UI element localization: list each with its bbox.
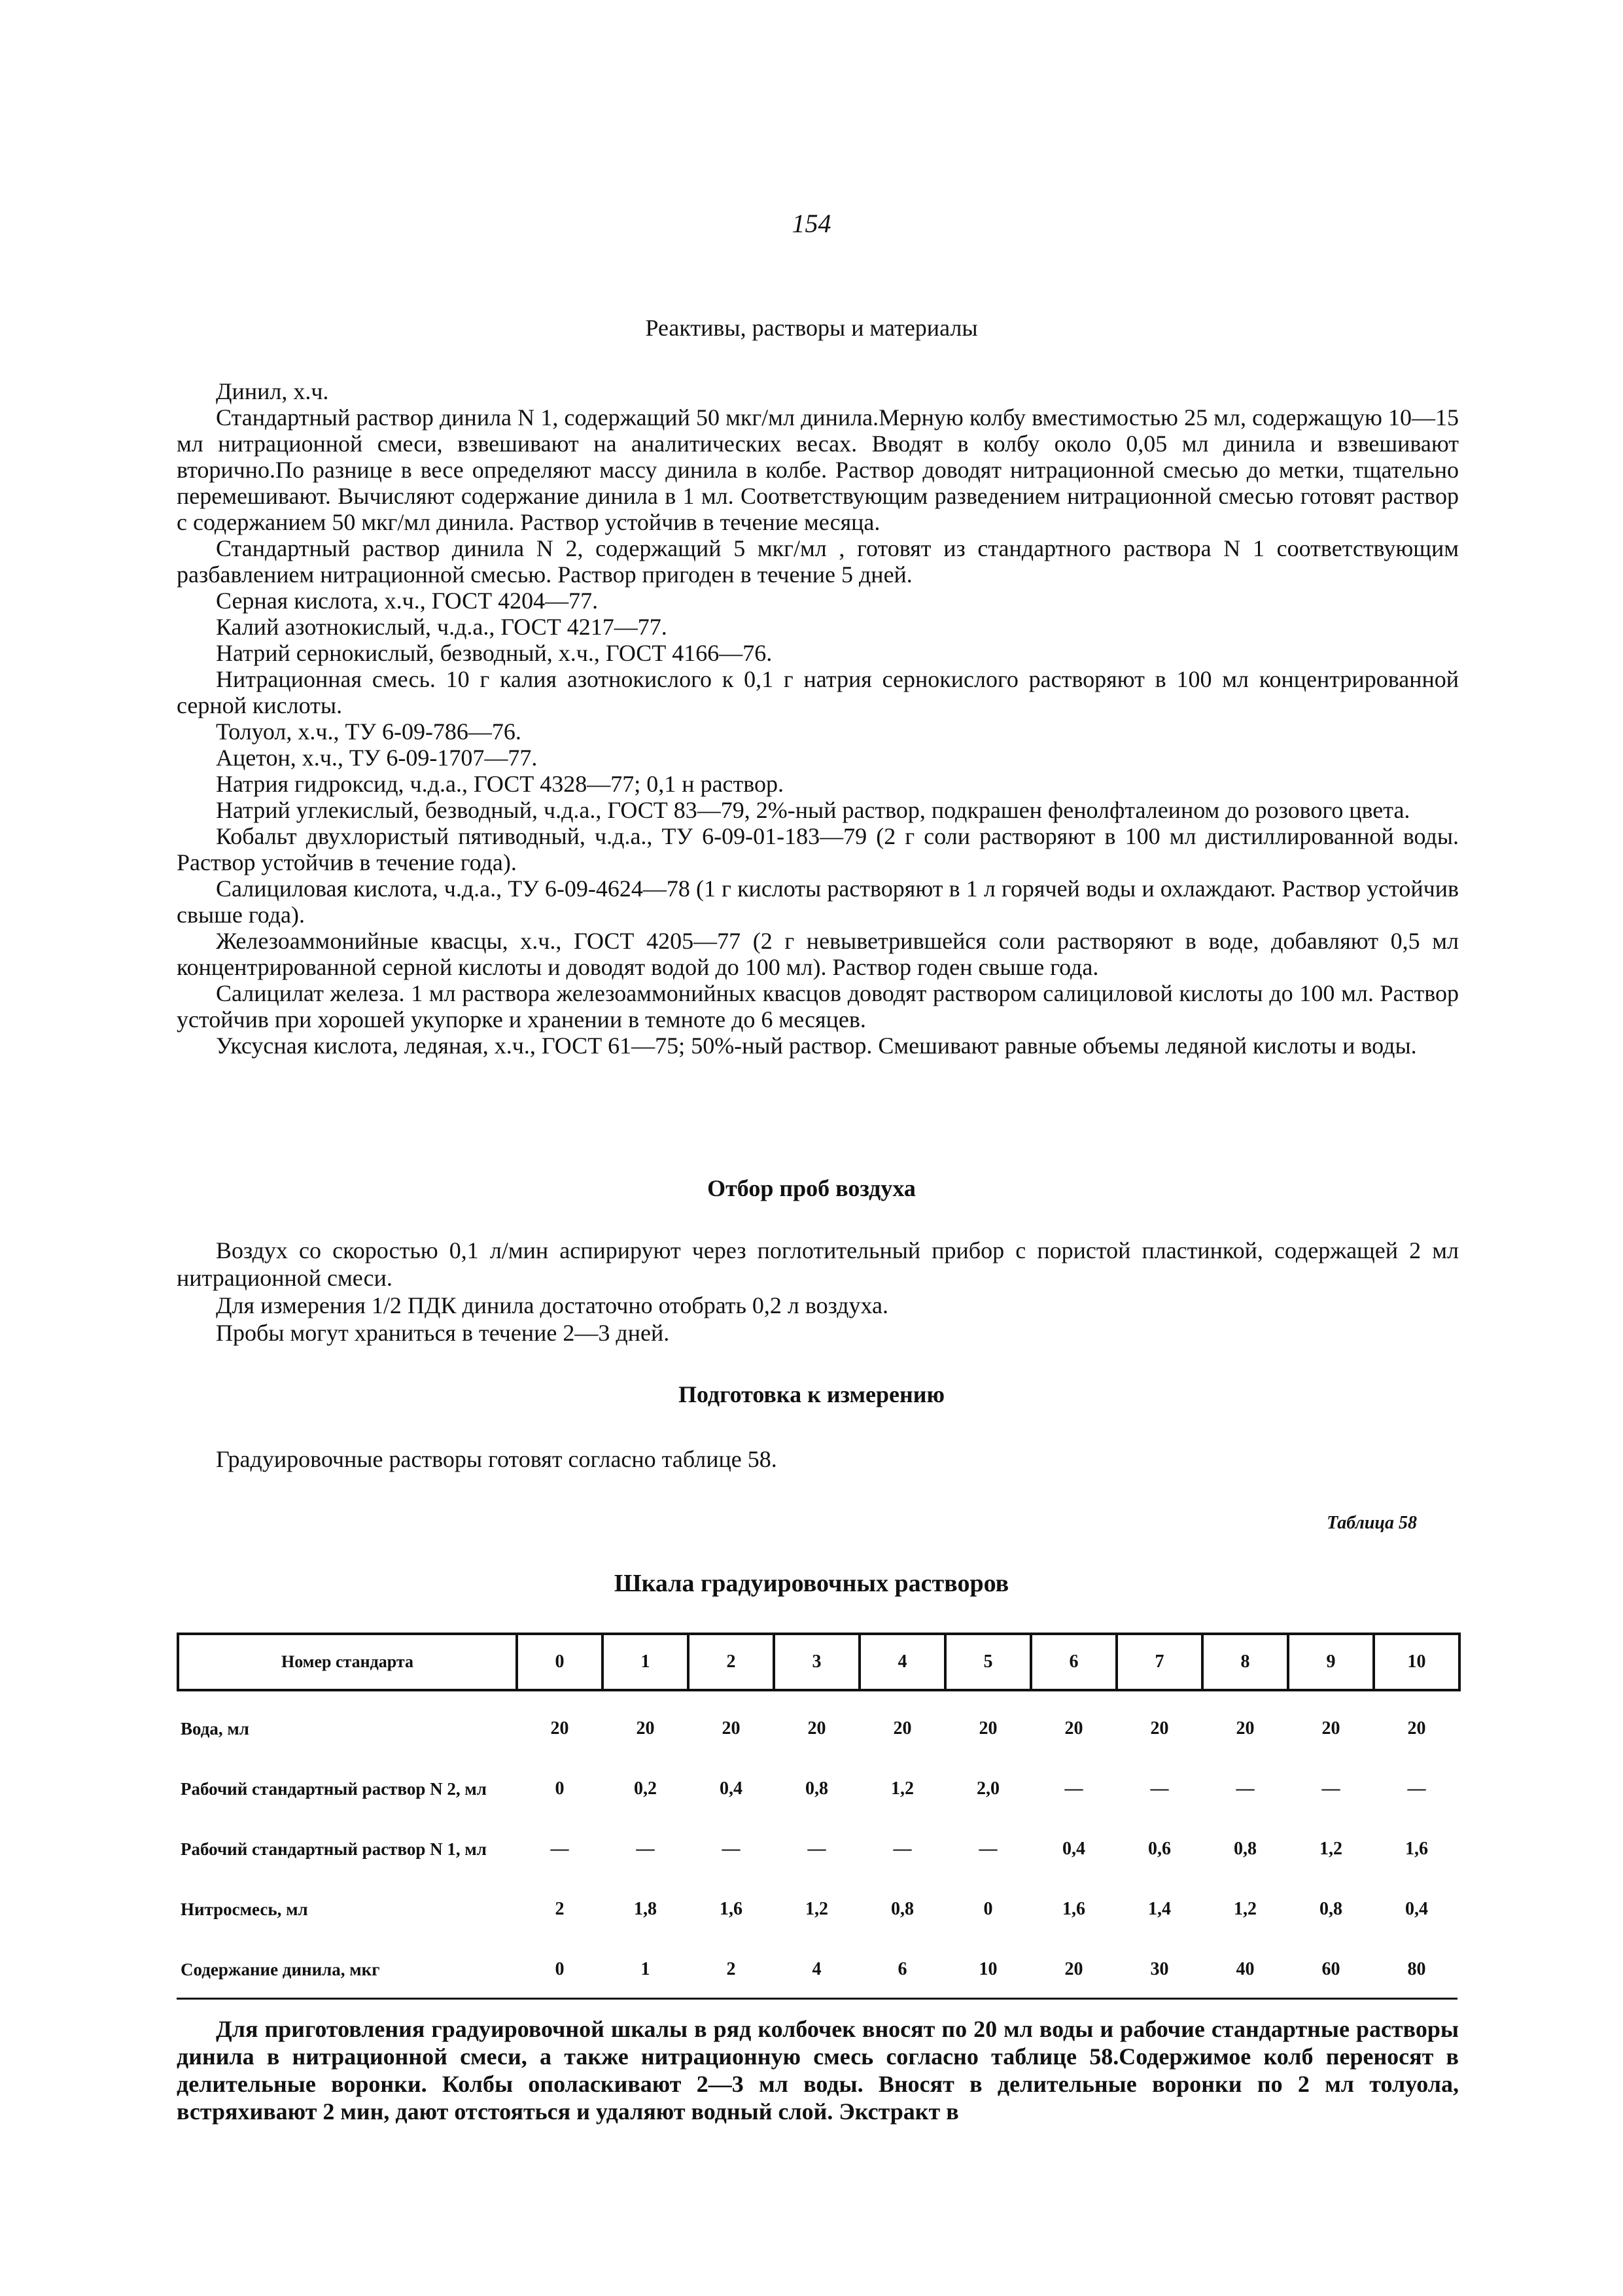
table-cell: — bbox=[636, 1839, 655, 1859]
header-cell: 3 bbox=[774, 1634, 860, 1690]
table-cell: — bbox=[1407, 1778, 1426, 1799]
reagent-paragraph: Динил, х.ч. bbox=[216, 378, 329, 404]
table-cell: 1,2 bbox=[891, 1778, 914, 1799]
table-row bbox=[178, 1879, 1459, 1939]
reagents-heading: Реактивы, растворы и материалы bbox=[645, 315, 978, 341]
table-cell: 1,2 bbox=[805, 1899, 828, 1919]
table-row bbox=[178, 1819, 1459, 1879]
header-label: Номер стандарта bbox=[178, 1634, 517, 1690]
table-cell: 20 bbox=[1150, 1718, 1169, 1739]
table-cell: 0,4 bbox=[720, 1778, 742, 1799]
table-cell: 0 bbox=[555, 1959, 565, 1979]
table-cell: 1,4 bbox=[1148, 1899, 1171, 1919]
row-label: Содержание динила, мкг bbox=[181, 1960, 380, 1979]
header-cell: 9 bbox=[1288, 1634, 1374, 1690]
header-cell: 5 bbox=[945, 1634, 1031, 1690]
table-cell: 0,4 bbox=[1405, 1899, 1428, 1919]
table-cell: — bbox=[979, 1839, 998, 1859]
table-cell: 40 bbox=[1236, 1959, 1255, 1979]
table-cell: 4 bbox=[812, 1959, 822, 1979]
table-cell: 2 bbox=[555, 1899, 565, 1919]
table-cell: 20 bbox=[979, 1718, 998, 1739]
table-cell: 0,6 bbox=[1148, 1839, 1171, 1859]
table-label: Таблица 58 bbox=[1327, 1513, 1417, 1533]
table-cell: 0,4 bbox=[1062, 1839, 1085, 1859]
reagent-paragraph: Железоаммонийные квасцы, х.ч., ГОСТ 4205—77 (2 г невыветрившейся соли растворяют в воде, добавляют 0,5 мл концентрированной серной кислоты и доводят водой до 100 мл). Раствор годен свыше года. bbox=[177, 928, 1459, 980]
closing-section bbox=[177, 2015, 1459, 2125]
row-label: Рабочий стандартный раствор N 1, мл bbox=[181, 1839, 487, 1859]
reagent-paragraph: Стандартный раствор динила N 2, содержащий 5 мкг/мл , готовят из стандартного раствора N 1 соответствующим разбавлением нитрационной смесью. Раствор пригоден в течение 5 дней. bbox=[177, 535, 1459, 588]
header-cell: 4 bbox=[860, 1634, 945, 1690]
calibration-table bbox=[177, 1633, 1461, 2000]
table-cell: 0,8 bbox=[1234, 1839, 1257, 1859]
row-label: Рабочий стандартный раствор N 2, мл bbox=[181, 1779, 487, 1799]
table-cell: 1,2 bbox=[1319, 1839, 1342, 1859]
table-cell: 20 bbox=[1236, 1718, 1255, 1739]
reagent-paragraph: Ацетон, х.ч., ТУ 6-09-1707—77. bbox=[216, 745, 538, 771]
row-label: Вода, мл bbox=[181, 1719, 249, 1739]
header-cell: 8 bbox=[1202, 1634, 1288, 1690]
sampling-heading: Отбор проб воздуха bbox=[707, 1175, 916, 1201]
reagent-paragraph: Салицилат железа. 1 мл раствора железоаммонийных квасцов доводят раствором салициловой кислоты до 100 мл. Раствор устойчив при хорошей укупорке и хранении в темноте до 6 месяцев. bbox=[177, 980, 1459, 1033]
table-cell: — bbox=[1150, 1778, 1169, 1799]
table-row bbox=[178, 1939, 1459, 2000]
table-cell: — bbox=[722, 1839, 741, 1859]
table-cell: 20 bbox=[636, 1718, 655, 1739]
reagent-paragraph: Калий азотнокислый, ч.д.а., ГОСТ 4217—77. bbox=[216, 614, 667, 640]
table-cell: 0 bbox=[983, 1899, 993, 1919]
table-cell: 20 bbox=[1064, 1718, 1083, 1739]
table-cell: 20 bbox=[722, 1718, 741, 1739]
reagent-paragraph: Натрий углекислый, безводный, ч.д.а., ГОСТ 83—79, 2%-ный раствор, подкрашен фенолфталеином до розового цвета. bbox=[216, 797, 1410, 823]
table-cell: — bbox=[1236, 1778, 1255, 1799]
row-label: Нитросмесь, мл bbox=[181, 1899, 308, 1919]
table-cell: 2 bbox=[726, 1959, 736, 1979]
table-cell: — bbox=[550, 1839, 569, 1859]
header-cell: 6 bbox=[1031, 1634, 1117, 1690]
closing-paragraph: Для приготовления градуировочной шкалы в ряд колбочек вносят по 20 мл воды и рабочие стандартные растворы динила в нитрационной смеси, а также нитрационную смесь согласно таблице 58.Содержимое колб переносят в делительные воронки. Колбы ополаскивают 2—3 мл воды. Вносят в делительные воронки по 2 мл толуола, встряхивают 2 мин, дают отстояться и удаляют водный слой. Экстракт в bbox=[177, 2016, 1459, 2125]
preparation-heading: Подготовка к измерению bbox=[678, 1381, 945, 1407]
reagent-paragraph: Стандартный раствор динила N 1, содержащий 50 мкг/мл динила.Мерную колбу вместимостью 25 мл, содержащую 10—15 мл нитрационной смеси, взвешивают на аналитических весах. Вводят в колбу около 0,05 мл динила и взвешивают вторично.По разнице в весе определяют массу динила в колбе. Раствор доводят нитрационной смесью до метки, тщательно перемешивают. Вычисляют содержание динила в 1 мл. Соответствующим разведением нитрационной смесью готовят раствор с содержанием 50 мкг/мл динила. Раствор устойчив в течение месяца. bbox=[177, 404, 1459, 535]
table-cell: — bbox=[893, 1839, 912, 1859]
reagent-paragraph: Кобальт двухлористый пятиводный, ч.д.а., ТУ 6-09-01-183—79 (2 г соли растворяют в 100 мл дистиллированной воды. Раствор устойчив в течение года). bbox=[177, 823, 1459, 875]
reagent-paragraph: Натрия гидроксид, ч.д.а., ГОСТ 4328—77; 0,1 н раствор. bbox=[216, 771, 784, 797]
table-header-row bbox=[178, 1634, 1459, 1690]
table-cell: 0,8 bbox=[805, 1778, 828, 1799]
reagent-paragraph: Нитрационная смесь. 10 г калия азотнокислого к 0,1 г натрия сернокислого растворяют в 100 мл концентрированной серной кислоты. bbox=[177, 666, 1459, 718]
table-cell: 80 bbox=[1407, 1959, 1426, 1979]
reagents-list bbox=[177, 378, 1459, 1059]
table-cell: 1,6 bbox=[1405, 1839, 1428, 1859]
table-cell: 2,0 bbox=[977, 1778, 1000, 1799]
table-cell: 1 bbox=[640, 1959, 650, 1979]
table-cell: 1,2 bbox=[1234, 1899, 1257, 1919]
table-cell: 20 bbox=[550, 1718, 569, 1739]
page-number: 154 bbox=[792, 209, 831, 238]
table-cell: 6 bbox=[898, 1959, 907, 1979]
header-cell: 10 bbox=[1374, 1634, 1459, 1690]
table-cell: 20 bbox=[1064, 1959, 1083, 1979]
table-row bbox=[178, 1759, 1459, 1819]
table-cell: 1,6 bbox=[1062, 1899, 1085, 1919]
table-bottom-rule bbox=[177, 1998, 1457, 2000]
sampling-paragraph: Воздух со скоростью 0,1 л/мин аспирируют через поглотительный прибор с пористой пластинкой, содержащей 2 мл нитрационной смеси. bbox=[177, 1237, 1459, 1291]
reagent-paragraph: Натрий сернокислый, безводный, х.ч., ГОСТ 4166—76. bbox=[216, 640, 773, 666]
table-row bbox=[178, 1690, 1459, 1759]
reagent-paragraph: Серная кислота, х.ч., ГОСТ 4204—77. bbox=[216, 588, 599, 614]
table-cell: 1,8 bbox=[634, 1899, 657, 1919]
table-cell: 10 bbox=[979, 1959, 998, 1979]
table-cell: 1,6 bbox=[720, 1899, 742, 1919]
header-cell: 1 bbox=[602, 1634, 688, 1690]
reagent-paragraph: Салициловая кислота, ч.д.а., ТУ 6-09-4624—78 (1 г кислоты растворяют в 1 л горячей воды и охлаждают. Раствор устойчив свыше года). bbox=[177, 875, 1459, 928]
table-cell: 20 bbox=[1321, 1718, 1340, 1739]
table-cell: 30 bbox=[1150, 1959, 1169, 1979]
table-cell: — bbox=[1064, 1778, 1083, 1799]
table-cell: 0,2 bbox=[634, 1778, 657, 1799]
table-cell: 20 bbox=[1407, 1718, 1426, 1739]
header-cell: 2 bbox=[688, 1634, 774, 1690]
table-cell: 20 bbox=[807, 1718, 826, 1739]
sampling-paragraph: Пробы могут храниться в течение 2—3 дней. bbox=[216, 1320, 670, 1346]
preparation-section bbox=[177, 1446, 1459, 1472]
table-title: Шкала градуировочных растворов bbox=[614, 1570, 1009, 1597]
table-cell: 60 bbox=[1321, 1959, 1340, 1979]
sampling-paragraph: Для измерения 1/2 ПДК динила достаточно отобрать 0,2 л воздуха. bbox=[216, 1292, 889, 1318]
table-cell: — bbox=[807, 1839, 826, 1859]
preparation-paragraph: Градуировочные растворы готовят согласно таблице 58. bbox=[216, 1446, 777, 1472]
sampling-section bbox=[177, 1237, 1459, 1347]
table-cell: 0 bbox=[555, 1778, 565, 1799]
table-cell: 0,8 bbox=[1319, 1899, 1342, 1919]
table-cell: — bbox=[1321, 1778, 1340, 1799]
table-cell: 20 bbox=[893, 1718, 912, 1739]
table-cell: 0,8 bbox=[891, 1899, 914, 1919]
header-cell: 0 bbox=[517, 1634, 602, 1690]
reagent-paragraph: Уксусная кислота, ледяная, х.ч., ГОСТ 61—75; 50%-ный раствор. Смешивают равные объемы ледяной кислоты и воды. bbox=[216, 1033, 1417, 1059]
reagent-paragraph: Толуол, х.ч., ТУ 6-09-786—76. bbox=[216, 718, 521, 745]
header-cell: 7 bbox=[1117, 1634, 1202, 1690]
